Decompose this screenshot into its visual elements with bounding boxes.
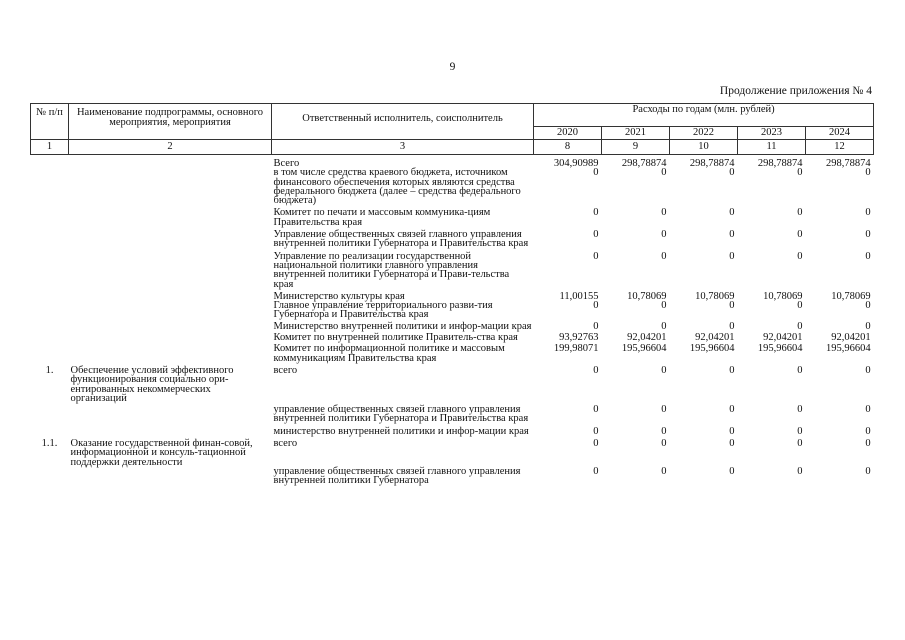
row-value-2021: 10,78069 bbox=[627, 290, 667, 302]
row-value-2023: 0 bbox=[797, 250, 803, 262]
row-executor: в том числе средства краевого бюджета, источником финансового обеспечения которых являются средства федерального бюджета (далее – средства федерального бюджета) bbox=[273, 167, 521, 207]
row-value-2021: 0 bbox=[661, 364, 667, 376]
table-row bbox=[31, 342, 874, 363]
row-executor: Комитет по внутренней политике Правитель-ства края bbox=[273, 332, 518, 344]
row-value-2022: 0 bbox=[729, 364, 735, 376]
row-value-2021: 0 bbox=[661, 207, 667, 219]
row-value-2024: 92,04201 bbox=[831, 332, 871, 344]
row-value-2024: 0 bbox=[865, 438, 871, 450]
table-row bbox=[31, 227, 874, 249]
row-value-2022: 0 bbox=[729, 250, 735, 262]
row-value-2021: 0 bbox=[661, 404, 667, 416]
page-number: 9 bbox=[449, 61, 456, 73]
row-value-2021: 0 bbox=[661, 438, 667, 450]
row-executor: Главное управление территориального разви-тия Губернатора и Правительства края bbox=[273, 300, 493, 321]
row-value-2021: 0 bbox=[661, 425, 667, 437]
column-index: 1 bbox=[31, 140, 69, 155]
row-value-2023: 10,78069 bbox=[763, 290, 803, 302]
row-value-2022: 0 bbox=[729, 320, 735, 332]
row-number bbox=[31, 205, 69, 227]
row-name: Оказание государственной финан-совой, информационной и консуль-тационной поддержки деятельности bbox=[70, 438, 253, 468]
row-value-2021: 0 bbox=[661, 229, 667, 241]
row-value-2022: 0 bbox=[729, 425, 735, 437]
row-value-2022: 0 bbox=[729, 438, 735, 450]
row-number bbox=[31, 289, 69, 301]
row-value-2021: 0 bbox=[661, 465, 667, 477]
row-name bbox=[69, 331, 272, 342]
row-number bbox=[31, 301, 69, 320]
row-number bbox=[31, 320, 69, 331]
row-name bbox=[69, 403, 272, 424]
column-index: 2 bbox=[69, 140, 272, 155]
row-name bbox=[69, 155, 272, 169]
row-value-2023: 0 bbox=[797, 425, 803, 437]
column-index: 8 bbox=[534, 140, 602, 155]
row-value-2020: 93,92763 bbox=[559, 332, 599, 344]
row-number bbox=[31, 467, 69, 486]
row-value-2023: 0 bbox=[797, 438, 803, 450]
column-index: 12 bbox=[806, 140, 874, 155]
table-row bbox=[31, 155, 874, 169]
row-name bbox=[69, 168, 272, 205]
row-value-2024: 0 bbox=[865, 250, 871, 262]
row-value-2020: 0 bbox=[593, 425, 599, 437]
row-value-2020: 0 bbox=[593, 229, 599, 241]
row-name bbox=[69, 467, 272, 486]
row-number bbox=[31, 249, 69, 289]
row-executor: всего bbox=[273, 364, 298, 376]
row-number bbox=[31, 155, 69, 169]
row-value-2024: 0 bbox=[865, 229, 871, 241]
row-value-2024: 0 bbox=[865, 425, 871, 437]
row-number: 1.1. bbox=[41, 438, 58, 450]
row-value-2023: 0 bbox=[797, 404, 803, 416]
row-value-2024: 0 bbox=[865, 207, 871, 219]
row-value-2023: 0 bbox=[797, 364, 803, 376]
row-value-2020: 0 bbox=[593, 364, 599, 376]
row-value-2024: 0 bbox=[865, 364, 871, 376]
row-value-2024: 0 bbox=[865, 465, 871, 477]
row-name bbox=[69, 320, 272, 331]
row-value-2022: 0 bbox=[729, 465, 735, 477]
row-value-2020: 304,90989 bbox=[553, 158, 599, 169]
column-index: 10 bbox=[670, 140, 738, 155]
row-executor: Управление общественных связей главного управления внутренней политики Губернатора и Правительства края bbox=[273, 229, 529, 250]
column-index: 11 bbox=[738, 140, 806, 155]
row-value-2022: 0 bbox=[729, 404, 735, 416]
row-value-2023: 0 bbox=[797, 320, 803, 332]
row-number: 1. bbox=[45, 364, 54, 376]
table-row bbox=[31, 331, 874, 342]
row-value-2023: 195,96604 bbox=[757, 343, 803, 355]
row-value-2021: 92,04201 bbox=[627, 332, 667, 344]
expenses-table bbox=[30, 103, 874, 486]
row-value-2022: 195,96604 bbox=[689, 343, 735, 355]
row-value-2024: 0 bbox=[865, 300, 871, 312]
row-value-2020: 0 bbox=[593, 207, 599, 219]
row-value-2024: 10,78069 bbox=[831, 290, 871, 302]
table-row bbox=[31, 205, 874, 227]
row-value-2024: 0 bbox=[865, 404, 871, 416]
table-row bbox=[31, 168, 874, 205]
appendix-continuation-label: Продолжение приложения № 4 bbox=[719, 85, 872, 97]
row-value-2022: 92,04201 bbox=[695, 332, 735, 344]
row-number bbox=[31, 168, 69, 205]
row-value-2021: 195,96604 bbox=[621, 343, 667, 355]
table-row bbox=[31, 301, 874, 320]
table-row bbox=[31, 249, 874, 289]
header-executor: Ответственный исполнитель, соисполнитель bbox=[272, 104, 534, 140]
row-number bbox=[31, 227, 69, 249]
row-value-2020: 11,00155 bbox=[559, 290, 599, 302]
row-value-2022: 298,78874 bbox=[689, 158, 735, 169]
row-name bbox=[69, 289, 272, 301]
table-row bbox=[31, 436, 874, 467]
row-number bbox=[31, 403, 69, 424]
row-name bbox=[69, 424, 272, 436]
row-value-2024: 0 bbox=[865, 167, 871, 179]
column-index: 3 bbox=[272, 140, 534, 155]
row-executor: Управление по реализации государственной национальной политики главного управления внутренней политики Губернатора и Прави-тельства края bbox=[273, 250, 510, 290]
row-value-2020: 0 bbox=[593, 438, 599, 450]
row-value-2021: 298,78874 bbox=[621, 158, 667, 169]
row-value-2024: 195,96604 bbox=[825, 343, 871, 355]
row-value-2021: 0 bbox=[661, 300, 667, 312]
row-name bbox=[69, 342, 272, 363]
row-value-2021: 0 bbox=[661, 167, 667, 179]
row-executor: всего bbox=[273, 438, 298, 450]
row-value-2023: 298,78874 bbox=[757, 158, 803, 169]
row-value-2022: 0 bbox=[729, 167, 735, 179]
header-year-2022: 2022 bbox=[670, 127, 738, 140]
row-value-2023: 0 bbox=[797, 167, 803, 179]
header-year-2021: 2021 bbox=[602, 127, 670, 140]
header-number: № п/п bbox=[31, 104, 69, 140]
header-expenses: Расходы по годам (млн. рублей) bbox=[534, 104, 874, 127]
row-executor: министерство внутренней политики и инфор-мации края bbox=[273, 425, 529, 437]
row-number bbox=[31, 424, 69, 436]
row-value-2021: 0 bbox=[661, 320, 667, 332]
table-body bbox=[31, 155, 874, 486]
header-year-2024: 2024 bbox=[806, 127, 874, 140]
header-year-2020: 2020 bbox=[534, 127, 602, 140]
row-executor: Комитет по печати и массовым коммуника-циям Правительства края bbox=[273, 207, 491, 228]
row-value-2020: 0 bbox=[593, 167, 599, 179]
row-executor: Министерство культуры края bbox=[273, 290, 405, 302]
header-year-2023: 2023 bbox=[738, 127, 806, 140]
table-row bbox=[31, 467, 874, 486]
row-value-2021: 0 bbox=[661, 250, 667, 262]
row-value-2023: 92,04201 bbox=[763, 332, 803, 344]
row-value-2024: 298,78874 bbox=[825, 158, 871, 169]
row-executor: управление общественных связей главного управления внутренней политики Губернатора и Правительства края bbox=[273, 404, 529, 425]
row-value-2022: 0 bbox=[729, 300, 735, 312]
row-value-2020: 199,98071 bbox=[553, 343, 599, 355]
row-number bbox=[31, 342, 69, 363]
row-name: Обеспечение условий эффективного функционирования социально ори-ентированных некоммерческих организаций bbox=[70, 364, 234, 404]
row-executor: Комитет по информационной политике и массовым коммуникациям Правительства края bbox=[273, 343, 505, 364]
table-row bbox=[31, 320, 874, 331]
row-number bbox=[31, 331, 69, 342]
row-value-2020: 0 bbox=[593, 250, 599, 262]
column-index: 9 bbox=[602, 140, 670, 155]
row-value-2020: 0 bbox=[593, 465, 599, 477]
row-value-2023: 0 bbox=[797, 229, 803, 241]
row-value-2020: 0 bbox=[593, 320, 599, 332]
row-name bbox=[69, 227, 272, 249]
row-value-2022: 0 bbox=[729, 207, 735, 219]
row-name bbox=[69, 205, 272, 227]
row-value-2024: 0 bbox=[865, 320, 871, 332]
row-value-2022: 10,78069 bbox=[695, 290, 735, 302]
row-executor: Всего bbox=[273, 158, 300, 169]
header-name: Наименование подпрограммы, основного мероприятия, мероприятия bbox=[69, 104, 272, 140]
row-value-2020: 0 bbox=[593, 300, 599, 312]
table-row bbox=[31, 363, 874, 403]
row-value-2023: 0 bbox=[797, 465, 803, 477]
expenses-table-container bbox=[30, 103, 873, 486]
row-executor: управление общественных связей главного управления внутренней политики Губернатора bbox=[273, 465, 521, 487]
table-row bbox=[31, 403, 874, 424]
row-executor: Министерство внутренней политики и инфор-мации края bbox=[273, 320, 532, 332]
row-name bbox=[69, 301, 272, 320]
table-row bbox=[31, 424, 874, 436]
row-value-2022: 0 bbox=[729, 229, 735, 241]
row-name bbox=[69, 249, 272, 289]
row-value-2023: 0 bbox=[797, 207, 803, 219]
row-value-2023: 0 bbox=[797, 300, 803, 312]
row-value-2020: 0 bbox=[593, 404, 599, 416]
